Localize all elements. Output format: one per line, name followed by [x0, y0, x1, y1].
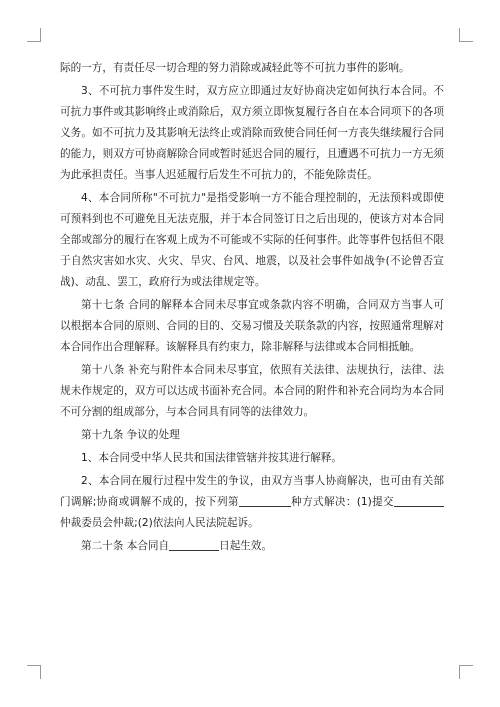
- crop-mark-top-left-h: [27, 41, 41, 42]
- blank-resolution-method: [239, 494, 291, 507]
- crop-mark-bottom-right-h: [459, 665, 473, 666]
- crop-mark-top-right-v: [459, 28, 460, 42]
- paragraph-force-majeure-continued: 际的一方，有责任尽一切合理的努力消除或减轻此等不可抗力事件的影响。: [60, 62, 410, 74]
- crop-mark-top-left-v: [40, 28, 41, 42]
- blank-effective-date: [169, 538, 219, 551]
- paragraph-force-majeure-4: 4、本合同所称"不可抗力"是指受影响一方不能合理控制的，无法预料或即使可预料到也不可避免且无法克服，并于本合同签订日之后出现的，使该方对本合同全部或部分的履行在客观上成为不可能或不实际的任何事件。此等事件包括但不限于自然灾害如水灾、火灾、旱灾、台风、地震，以及社会事件如战争(不论曾否宣战)、动乱、罢工，政府行为或法律规定等。: [60, 192, 444, 288]
- document-body: [60, 58, 444, 559]
- crop-mark-bottom-right-v: [459, 665, 460, 679]
- dispute-text-2: 种方式解决：(1)提交: [290, 496, 394, 508]
- paragraph-article-20: [60, 536, 444, 557]
- dispute-text-3: 仲裁委员会仲裁;(2)依法向人民法院起诉。: [60, 517, 259, 529]
- paragraph-dispute-2: [60, 471, 444, 534]
- effective-text-2: 日起生效。: [219, 540, 273, 552]
- heading-article-19: 第十九条 争议的处理: [81, 429, 180, 441]
- blank-arbitration-commission: [394, 494, 444, 507]
- crop-mark-top-right-h: [459, 41, 473, 42]
- dispute-text-1: 2、本合同在履行过程中发生的争议，由双方当事人协商解决，也可由有关部门调解;协商或调解不成的，按下列第: [60, 475, 444, 508]
- paragraph-force-majeure-3: 3、不可抗力事件发生时，双方应立即通过友好协商决定如何执行本合同。不可抗力事件或其影响终止或消除后，双方须立即恢复履行各自在本合同项下的各项义务。如不可抗力及其影响无法终止或消除而致使合同任何一方丧失继续履行合同的能力，则双方可协商解除合同或暂时延迟合同的履行，且遭遇不可抗力一方无须为此承担责任。当事人迟延履行后发生不可抗力的，不能免除责任。: [60, 85, 444, 181]
- effective-text-1: 第二十条 本合同自: [81, 540, 170, 552]
- paragraph-dispute-1: 1、本合同受中华人民共和国法律管辖并按其进行解释。: [81, 452, 342, 464]
- crop-mark-bottom-left-h: [27, 665, 41, 666]
- paragraph-article-17: 第十七条 合同的解释本合同未尽事宜或条款内容不明确，合同双方当事人可以根据本合同的原则、合同的目的、交易习惯及关联条款的内容，按照通常理解对本合同作出合理解释。该解释具有约束力，除非解释与法律或本合同相抵触。: [60, 299, 444, 353]
- crop-mark-bottom-left-v: [40, 665, 41, 679]
- paragraph-article-18: 第十八条 补充与附件本合同未尽事宜，依照有关法律、法规执行，法律、法规未作规定的，双方可以达成书面补充合同。本合同的附件和补充合同均为本合同不可分割的组成部分，与本合同具有同等的法律效力。: [60, 364, 444, 418]
